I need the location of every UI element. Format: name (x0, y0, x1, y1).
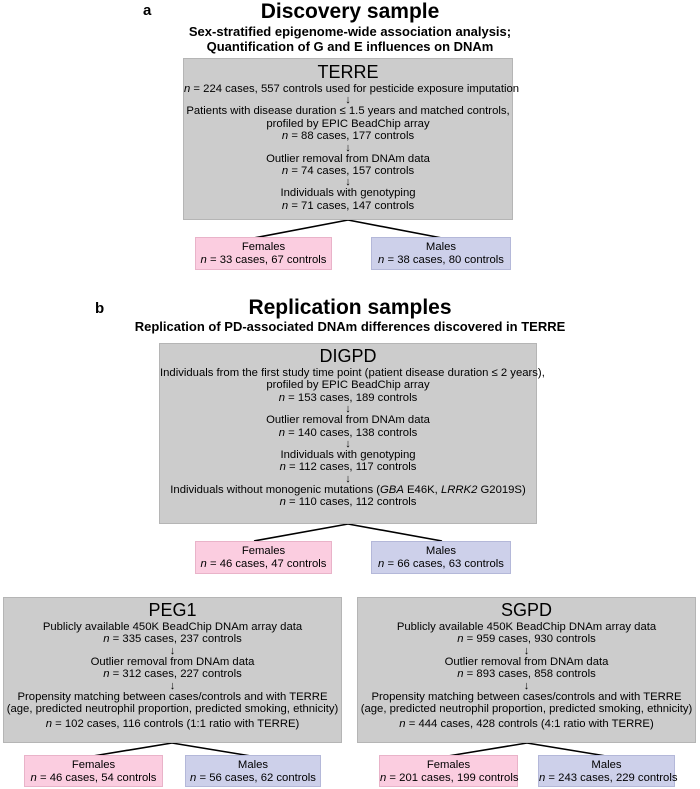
peg1-step: (age, predicted neutrophil proportion, predicted smoking, ethnicity) (6, 703, 339, 716)
panel-a-subtitle-line: Quantification of G and E influences on DNAm (206, 39, 494, 54)
digpd-step: Outlier removal from DNAm data (266, 414, 430, 427)
terre-step: Patients with disease duration ≤ 1.5 years and matched controls, (186, 105, 510, 118)
males-count: n = 66 cases, 63 controls (378, 558, 504, 570)
sgpd-step: Propensity matching between cases/controls and with TERRE (371, 690, 682, 703)
females-count: n = 46 cases, 54 controls (30, 772, 157, 784)
males-label: Males (591, 759, 622, 771)
down-arrow-icon: ↓ (523, 679, 530, 692)
sgpd-box (357, 597, 696, 743)
panel-a-subtitle-line: Sex-stratified epigenome-wide association analysis; (188, 24, 512, 39)
males-label: Males (237, 759, 269, 771)
down-arrow-icon: ↓ (345, 94, 351, 107)
down-arrow-icon: ↓ (345, 403, 351, 416)
sgpd-step: (age, predicted neutrophil proportion, predicted smoking, ethnicity) (360, 703, 693, 716)
sgpd-step: n = 893 cases, 858 controls (457, 668, 596, 681)
sgpd-males-box (538, 755, 678, 787)
peg1-females-box (24, 755, 163, 787)
digpd-step: n = 140 cases, 138 controls (278, 426, 418, 439)
panel-b-title: Replication samples (248, 296, 452, 319)
down-arrow-icon: ↓ (523, 644, 530, 657)
down-arrow-icon: ↓ (345, 438, 351, 451)
terre-females-box (195, 237, 332, 270)
females-count: n = 201 cases, 199 controls (380, 772, 519, 784)
females-label: Females (71, 759, 116, 771)
males-count: n = 56 cases, 62 controls (190, 772, 316, 784)
digpd-step: Individuals from the first study time point (patient disease duration ≤ 2 years), (160, 367, 545, 379)
sgpd-step: Outlier removal from DNAm data (444, 655, 609, 668)
terre-step: n = 71 cases, 147 controls (281, 199, 415, 212)
terre-step: profiled by EPIC BeadChip array (266, 117, 430, 130)
sgpd-title: SGPD (500, 600, 552, 620)
down-arrow-icon: ↓ (345, 472, 351, 485)
females-count: n = 33 cases, 67 controls (200, 254, 327, 266)
digpd-box (159, 343, 545, 524)
digpd-males-box (371, 541, 511, 574)
terre-box (183, 58, 520, 220)
digpd-step: n = 112 cases, 117 controls (279, 461, 417, 474)
panel-b-subtitle: Replication of PD-associated DNAm differences discovered in TERRE (134, 319, 566, 334)
digpd-step: Individuals with genotyping (280, 449, 416, 462)
terre-step: Outlier removal from DNAm data (266, 152, 430, 165)
down-arrow-icon: ↓ (345, 176, 351, 189)
peg1-step: Propensity matching between cases/controls and with TERRE (17, 690, 328, 703)
digpd-title: DIGPD (319, 346, 377, 366)
males-label: Males (425, 545, 457, 557)
peg1-step: Publicly available 450K BeadChip DNAm array data (42, 621, 303, 633)
digpd-step: profiled by EPIC BeadChip array (266, 379, 430, 392)
sgpd-step: n = 444 cases, 428 controls (4:1 ratio with TERRE) (399, 718, 654, 731)
sgpd-step: n = 959 cases, 930 controls (457, 633, 596, 646)
females-label: Females (241, 545, 286, 557)
peg1-males-box (185, 755, 321, 787)
panel-a-title: Discovery sample (260, 0, 440, 23)
down-arrow-icon: ↓ (345, 141, 351, 154)
terre-title: TERRE (317, 62, 379, 82)
terre-step: n = 224 cases, 557 controls used for pesticide exposure imputation (184, 83, 520, 95)
females-count: n = 46 cases, 47 controls (200, 558, 327, 570)
panel-a-subtitle (100, 24, 600, 54)
terre-males-box (371, 237, 511, 270)
peg1-box (3, 597, 342, 743)
peg1-step: n = 312 cases, 227 controls (103, 668, 242, 681)
females-label: Females (426, 759, 471, 771)
peg1-step: n = 335 cases, 237 controls (103, 633, 242, 646)
down-arrow-icon: ↓ (169, 644, 176, 657)
terre-step: n = 74 cases, 157 controls (281, 165, 415, 178)
panel-a-letter: a (143, 2, 152, 19)
males-count: n = 38 cases, 80 controls (378, 254, 504, 266)
peg1-title: PEG1 (148, 600, 197, 620)
sgpd-step: Publicly available 450K BeadChip DNAm array data (396, 621, 657, 633)
terre-step: Individuals with genotyping (280, 187, 416, 200)
down-arrow-icon: ↓ (169, 679, 176, 692)
males-count: n = 243 cases, 229 controls (539, 772, 678, 784)
digpd-step: n = 110 cases, 112 controls (279, 496, 417, 509)
females-label: Females (241, 241, 286, 253)
peg1-step: n = 102 cases, 116 controls (1:1 ratio with TERRE) (45, 718, 300, 731)
sgpd-females-box (379, 755, 518, 787)
digpd-step: Individuals without monogenic mutations (GBA E46K, LRRK2 G2019S) (170, 483, 526, 496)
terre-step: n = 88 cases, 177 controls (281, 130, 415, 143)
peg1-step: Outlier removal from DNAm data (90, 655, 255, 668)
panel-b-letter: b (95, 300, 105, 317)
males-label: Males (425, 241, 457, 253)
digpd-step: n = 153 cases, 189 controls (278, 391, 418, 404)
digpd-females-box (195, 541, 332, 574)
